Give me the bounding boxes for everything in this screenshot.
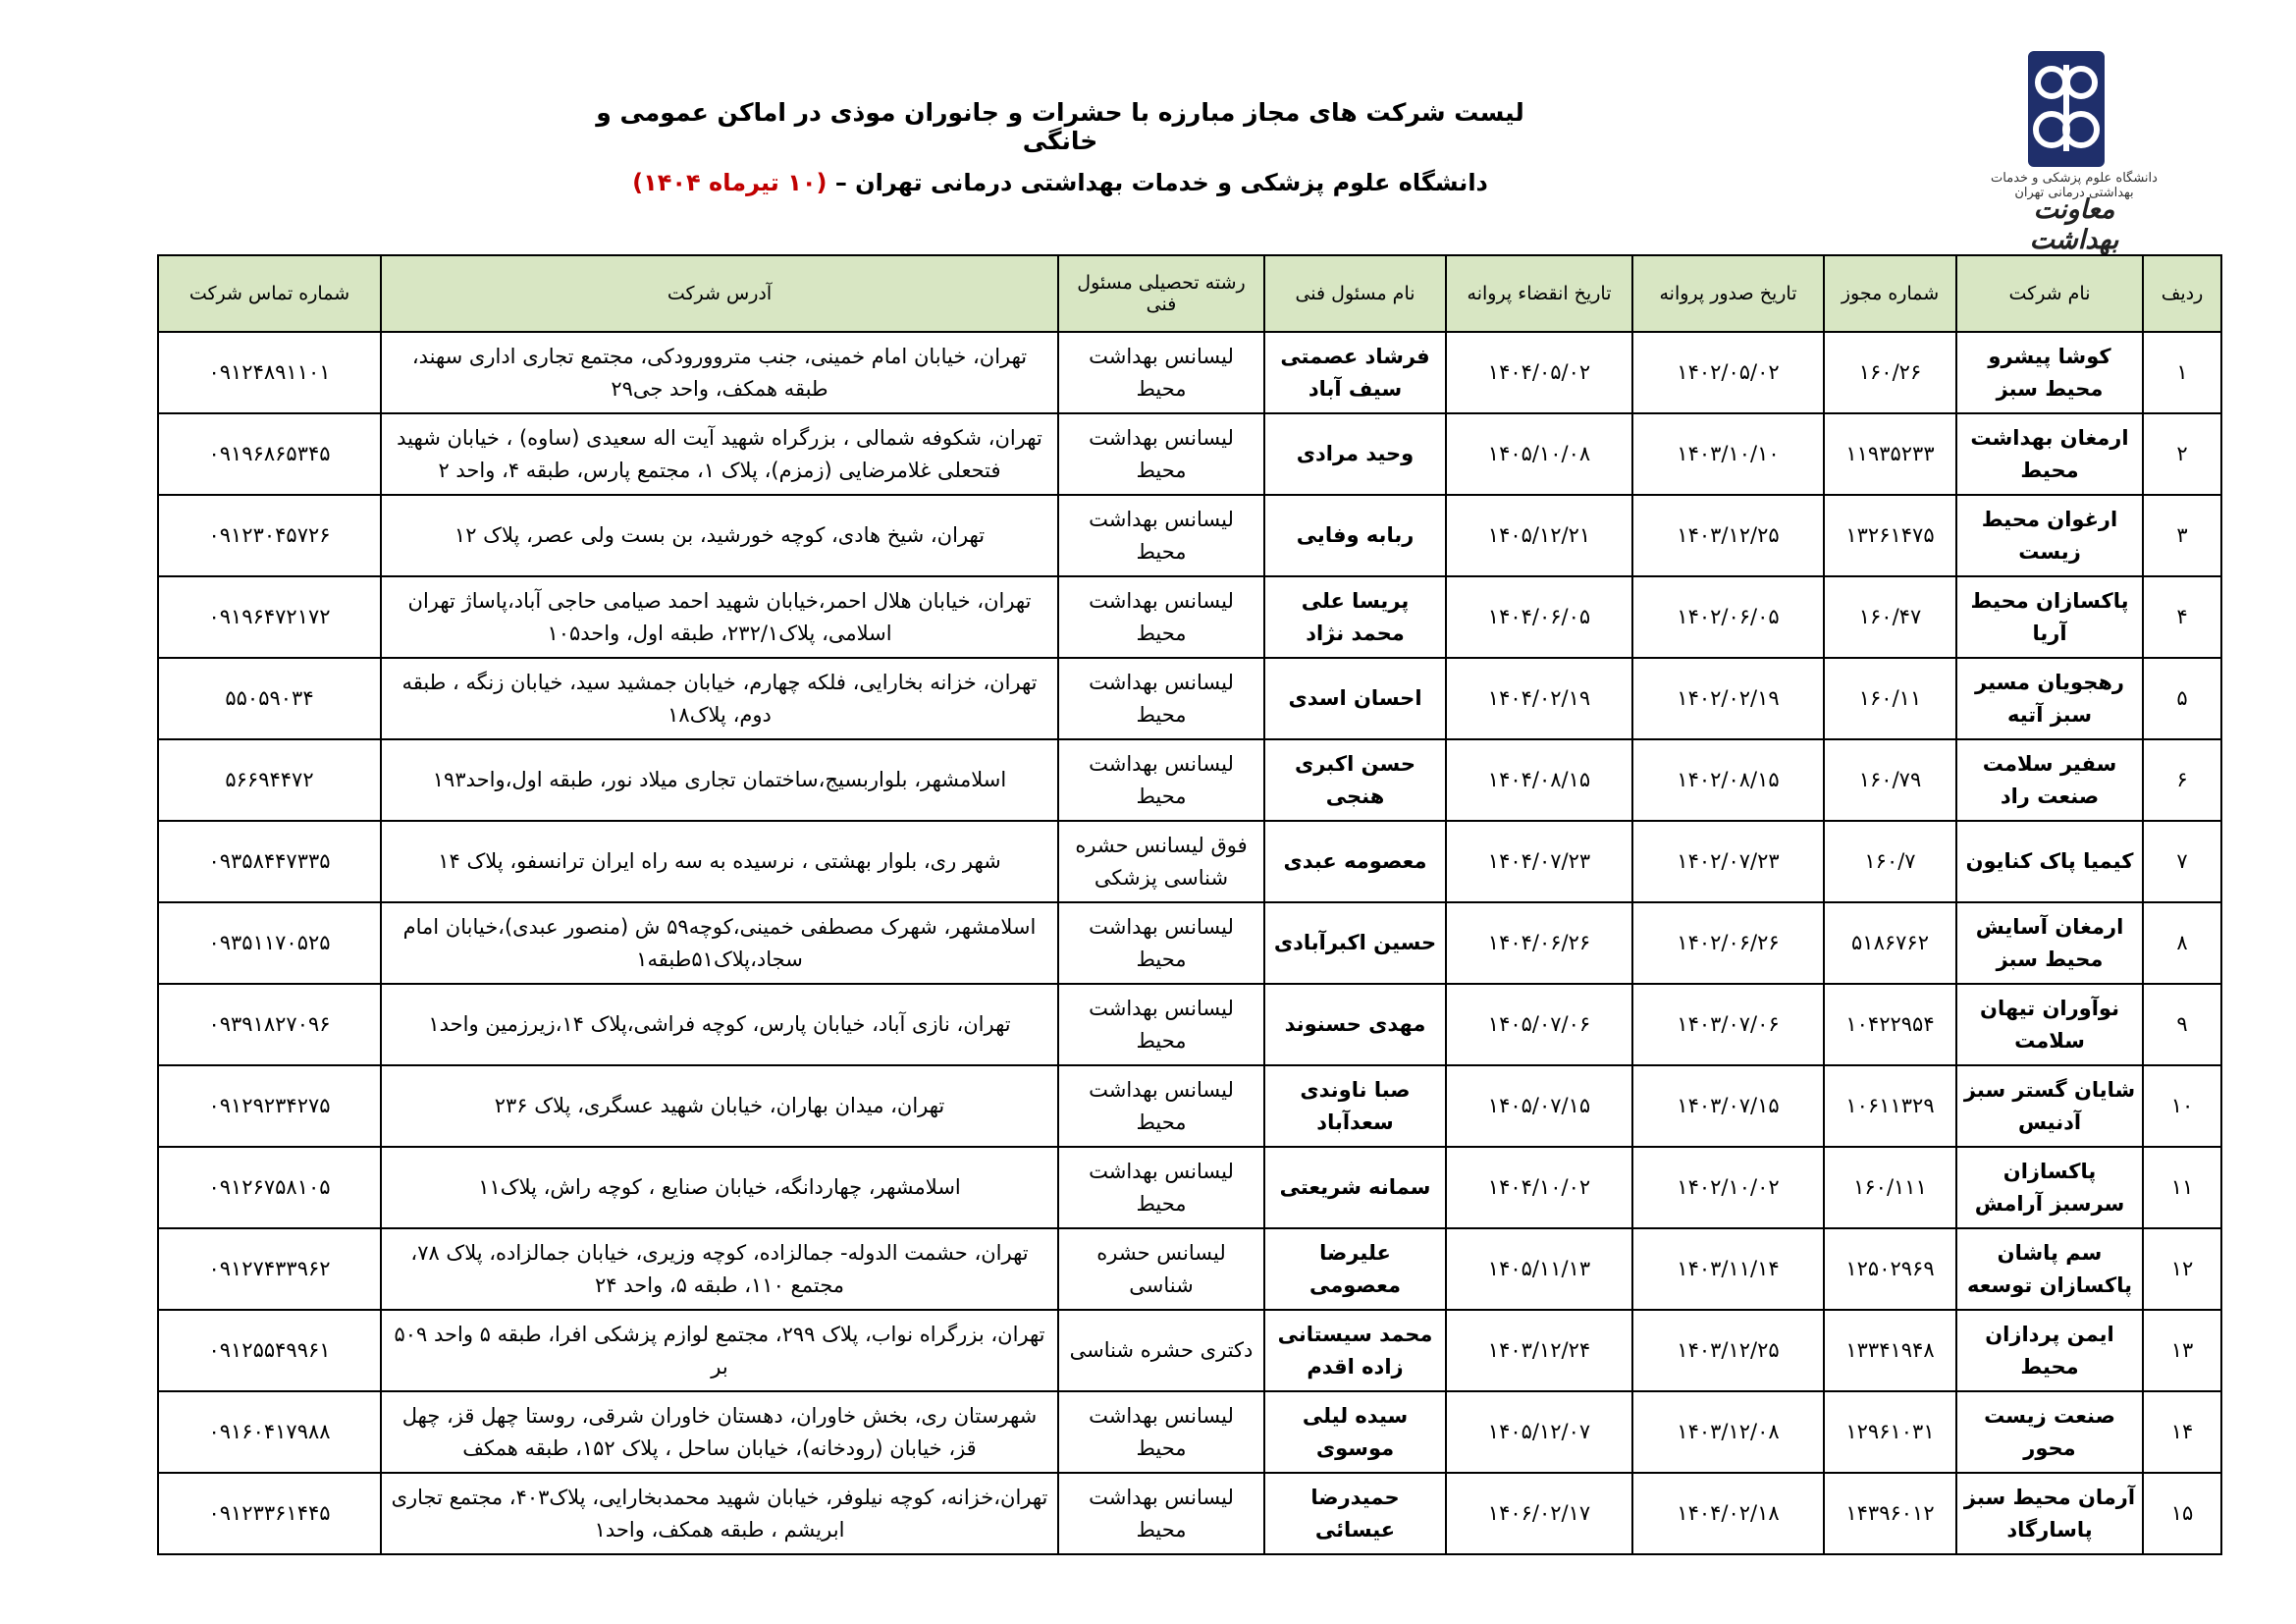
cell-address: تهران، میدان بهاران، خیابان شهید عسگری، پلاک ۲۳۶ [381, 1065, 1058, 1147]
cell-address: تهران، شیخ هادی، کوچه خورشید، بن بست ولی عصر، پلاک ۱۲ [381, 495, 1058, 576]
cell-license: ۱۶۰/۱۱۱ [1824, 1147, 1956, 1228]
cell-phone: ۰۹۱۶۰۴۱۷۹۸۸ [158, 1391, 381, 1473]
cell-technical-manager: صبا ناوندی سعدآباد [1264, 1065, 1446, 1147]
cell-issue-date: ۱۴۰۳/۱۲/۰۸ [1632, 1391, 1824, 1473]
cell-technical-manager: حمیدرضا عیسائی [1264, 1473, 1446, 1554]
cell-license: ۵۱۸۶۷۶۲ [1824, 902, 1956, 984]
cell-row-number: ۱۴ [2143, 1391, 2221, 1473]
cell-expiry-date: ۱۴۰۴/۰۶/۰۵ [1446, 576, 1632, 658]
cell-row-number: ۱۱ [2143, 1147, 2221, 1228]
cell-company: ارغوان محیط زیست [1956, 495, 2143, 576]
cell-technical-manager: پریسا علی محمد نژاد [1264, 576, 1446, 658]
cell-company: ایمن پردازان محیط [1956, 1310, 2143, 1391]
cell-phone: ۰۹۳۹۱۸۲۷۰۹۶ [158, 984, 381, 1065]
cell-row-number: ۳ [2143, 495, 2221, 576]
cell-phone: ۰۹۱۹۶۴۷۲۱۷۲ [158, 576, 381, 658]
cell-row-number: ۹ [2143, 984, 2221, 1065]
cell-education: لیسانس بهداشت محیط [1058, 658, 1264, 739]
cell-address: تهران، بزرگراه نواب، پلاک ۲۹۹، مجتمع لوازم پزشکی افرا، طبقه ۵ واحد ۵۰۹ بر [381, 1310, 1058, 1391]
col-header-expiry-date: تاریخ انقضاء پروانه [1446, 255, 1632, 332]
cell-row-number: ۱۳ [2143, 1310, 2221, 1391]
cell-technical-manager: معصومه عبدی [1264, 821, 1446, 902]
table-row [158, 821, 2221, 902]
cell-phone: ۰۹۱۲۵۵۴۹۹۶۱ [158, 1310, 381, 1391]
cell-row-number: ۴ [2143, 576, 2221, 658]
cell-education: لیسانس بهداشت محیط [1058, 1065, 1264, 1147]
cell-phone: ۰۹۱۲۷۴۳۳۹۶۲ [158, 1228, 381, 1310]
cell-address: اسلامشهر، شهرک مصطفی خمینی،کوچه۵۹ ش (منصور عبدی)،خیابان امام سجاد،پلاک۵۱طبقه۱ [381, 902, 1058, 984]
cell-expiry-date: ۱۴۰۶/۰۲/۱۷ [1446, 1473, 1632, 1554]
cell-license: ۱۶۰/۱۱ [1824, 658, 1956, 739]
logo-department-text: معاونت بهداشت [2029, 194, 2119, 255]
cell-row-number: ۱۵ [2143, 1473, 2221, 1554]
cell-expiry-date: ۱۴۰۵/۰۷/۰۶ [1446, 984, 1632, 1065]
col-header-education: رشته تحصیلی مسئول فنی [1058, 255, 1264, 332]
table-header-row [158, 255, 2221, 332]
cell-company: سم پاشان پاکسازان توسعه [1956, 1228, 2143, 1310]
cell-technical-manager: محمد سیستانی زاده اقدم [1264, 1310, 1446, 1391]
cell-row-number: ۷ [2143, 821, 2221, 902]
cell-license: ۱۰۴۲۲۹۵۴ [1824, 984, 1956, 1065]
document-subtitle [589, 169, 1531, 196]
companies-table [157, 254, 2222, 1555]
cell-expiry-date: ۱۴۰۵/۱۲/۲۱ [1446, 495, 1632, 576]
cell-address: تهران، خیابان هلال احمر،خیابان شهید احمد صیامی حاجی آباد،پاساژ تهران اسلامی، پلاک۲۳۲/۱، طبقه اول، واحد۱۰۵ [381, 576, 1058, 658]
cell-company: سفیر سلامت صنعت راد [1956, 739, 2143, 821]
cell-education: لیسانس بهداشت محیط [1058, 1147, 1264, 1228]
cell-license: ۱۶۰/۲۶ [1824, 332, 1956, 413]
cell-education: لیسانس بهداشت محیط [1058, 332, 1264, 413]
cell-expiry-date: ۱۴۰۴/۰۲/۱۹ [1446, 658, 1632, 739]
cell-company: پاکسازان سرسبز آرامش [1956, 1147, 2143, 1228]
cell-education: لیسانس حشره شناسی [1058, 1228, 1264, 1310]
cell-education: دکتری حشره شناسی [1058, 1310, 1264, 1391]
cell-expiry-date: ۱۴۰۵/۱۲/۰۷ [1446, 1391, 1632, 1473]
cell-education: لیسانس بهداشت محیط [1058, 576, 1264, 658]
cell-address: تهران،خزانه، کوچه نیلوفر، خیابان شهید محمدبخارایی، پلاک۴۰۳، مجتمع تجاری ابریشم ، طبقه همکف، واحد۱ [381, 1473, 1058, 1554]
cell-row-number: ۱ [2143, 332, 2221, 413]
cell-company: ارمغان آسایش محیط سبز [1956, 902, 2143, 984]
cell-technical-manager: ربابه وفایی [1264, 495, 1446, 576]
cell-address: شهرستان ری، بخش خاوران، دهستان خاوران شرقی، روستا چهل قز، چهل قز، خیابان (رودخانه)، خیابان ساحل ، پلاک ۱۵۲، طبقه همکف [381, 1391, 1058, 1473]
col-header-row-number: ردیف [2143, 255, 2221, 332]
cell-address: تهران، حشمت الدوله- جمالزاده، کوچه وزیری، خیابان جمالزاده، پلاک ۷۸، مجتمع ۱۱۰، طبقه ۵، واحد ۲۴ [381, 1228, 1058, 1310]
cell-education: لیسانس بهداشت محیط [1058, 495, 1264, 576]
cell-address: تهران، خزانه بخارایی، فلکه چهارم، خیابان جمشید سید، خیابان زنگه ، طبقه دوم، پلاک۱۸ [381, 658, 1058, 739]
cell-expiry-date: ۱۴۰۵/۱۰/۰۸ [1446, 413, 1632, 495]
cell-phone: ۰۹۱۲۹۲۳۴۲۷۵ [158, 1065, 381, 1147]
col-header-phone: شماره تماس شرکت [158, 255, 381, 332]
cell-address: شهر ری، بلوار بهشتی ، نرسیده به سه راه ایران ترانسفو، پلاک ۱۴ [381, 821, 1058, 902]
cell-phone: ۰۹۱۲۶۷۵۸۱۰۵ [158, 1147, 381, 1228]
cell-issue-date: ۱۴۰۲/۰۶/۰۵ [1632, 576, 1824, 658]
cell-row-number: ۶ [2143, 739, 2221, 821]
cell-issue-date: ۱۴۰۲/۰۶/۲۶ [1632, 902, 1824, 984]
cell-phone: ۰۹۱۲۳۳۶۱۴۴۵ [158, 1473, 381, 1554]
cell-education: لیسانس بهداشت محیط [1058, 1391, 1264, 1473]
cell-license: ۱۶۰/۷۹ [1824, 739, 1956, 821]
cell-issue-date: ۱۴۰۳/۱۱/۱۴ [1632, 1228, 1824, 1310]
table-row [158, 658, 2221, 739]
cell-address: اسلامشهر، چهاردانگه، خیابان صنایع ، کوچه راش، پلاک۱۱ [381, 1147, 1058, 1228]
table-row [158, 332, 2221, 413]
cell-phone: ۰۹۱۹۶۸۶۵۳۴۵ [158, 413, 381, 495]
cell-issue-date: ۱۴۰۳/۱۲/۲۵ [1632, 495, 1824, 576]
col-header-license: شماره مجوز [1824, 255, 1956, 332]
cell-technical-manager: وحید مرادی [1264, 413, 1446, 495]
subtitle-text: دانشگاه علوم پزشکی و خدمات بهداشتی درمانی تهران – [834, 169, 1488, 196]
cell-issue-date: ۱۴۰۲/۰۲/۱۹ [1632, 658, 1824, 739]
cell-technical-manager: فرشاد عصمتی سیف آباد [1264, 332, 1446, 413]
cell-company: کوشا پیشرو محیط سبز [1956, 332, 2143, 413]
table-row [158, 1310, 2221, 1391]
table-row [158, 413, 2221, 495]
cell-company: ارمغان بهداشت محیط [1956, 413, 2143, 495]
cell-address: تهران، خیابان امام خمینی، جنب متروورودکی، مجتمع تجاری اداری سهند، طبقه همکف، واحد جی۲۹ [381, 332, 1058, 413]
cell-phone: ۰۹۱۲۴۸۹۱۱۰۱ [158, 332, 381, 413]
logo-university-text: دانشگاه علوم پزشکی و خدمات بهداشتی درمانی تهران [1991, 171, 2158, 200]
cell-issue-date: ۱۴۰۳/۰۷/۰۶ [1632, 984, 1824, 1065]
cell-company: شایان گستر سبز آدنیس [1956, 1065, 2143, 1147]
cell-technical-manager: سیده لیلی موسوی [1264, 1391, 1446, 1473]
cell-expiry-date: ۱۴۰۳/۱۲/۲۴ [1446, 1310, 1632, 1391]
cell-technical-manager: حسن اکبری هنجی [1264, 739, 1446, 821]
cell-license: ۱۶۰/۷ [1824, 821, 1956, 902]
table-row [158, 576, 2221, 658]
cell-license: ۱۱۹۳۵۲۳۳ [1824, 413, 1956, 495]
table-row [158, 1473, 2221, 1554]
table-row [158, 495, 2221, 576]
cell-row-number: ۸ [2143, 902, 2221, 984]
university-emblem-icon [2028, 51, 2105, 167]
cell-phone: ۰۹۳۵۸۴۴۷۳۳۵ [158, 821, 381, 902]
cell-address: تهران، شکوفه شمالی ، بزرگراه شهید آیت اله سعیدی (ساوه) ، خیابان شهید فتحعلی غلامرضایی (زمزم)، پلاک ۱، مجتمع پارس، طبقه ۴، واحد ۲ [381, 413, 1058, 495]
cell-expiry-date: ۱۴۰۴/۰۷/۲۳ [1446, 821, 1632, 902]
cell-address: اسلامشهر، بلواربسیج،ساختمان تجاری میلاد نور، طبقه اول،واحد۱۹۳ [381, 739, 1058, 821]
cell-license: ۱۰۶۱۱۳۲۹ [1824, 1065, 1956, 1147]
cell-license: ۱۴۳۹۶۰۱۲ [1824, 1473, 1956, 1554]
cell-expiry-date: ۱۴۰۵/۰۷/۱۵ [1446, 1065, 1632, 1147]
table-row [158, 1065, 2221, 1147]
table-row [158, 739, 2221, 821]
col-header-issue-date: تاریخ صدور پروانه [1632, 255, 1824, 332]
cell-expiry-date: ۱۴۰۴/۰۵/۰۲ [1446, 332, 1632, 413]
cell-phone: ۰۹۱۲۳۰۴۵۷۲۶ [158, 495, 381, 576]
col-header-company: نام شرکت [1956, 255, 2143, 332]
cell-issue-date: ۱۴۰۲/۰۸/۱۵ [1632, 739, 1824, 821]
cell-issue-date: ۱۴۰۳/۱۲/۲۵ [1632, 1310, 1824, 1391]
cell-expiry-date: ۱۴۰۴/۰۶/۲۶ [1446, 902, 1632, 984]
table-row [158, 1228, 2221, 1310]
cell-license: ۱۳۳۴۱۹۴۸ [1824, 1310, 1956, 1391]
cell-company: رهجویان مسیر سبز آتیه [1956, 658, 2143, 739]
cell-education: لیسانس بهداشت محیط [1058, 984, 1264, 1065]
cell-technical-manager: مهدی حسنوند [1264, 984, 1446, 1065]
document-title: لیست شرکت های مجاز مبارزه با حشرات و جانوران موذی در اماکن عمومی و خانگی [596, 98, 1524, 155]
cell-license: ۱۲۵۰۲۹۶۹ [1824, 1228, 1956, 1310]
cell-address: تهران، نازی آباد، خیابان پارس، کوچه فراشی،پلاک ۱۴،زیرزمین واحد۱ [381, 984, 1058, 1065]
cell-expiry-date: ۱۴۰۵/۱۱/۱۳ [1446, 1228, 1632, 1310]
cell-license: ۱۲۹۶۱۰۳۱ [1824, 1391, 1956, 1473]
cell-issue-date: ۱۴۰۴/۰۲/۱۸ [1632, 1473, 1824, 1554]
cell-expiry-date: ۱۴۰۴/۰۸/۱۵ [1446, 739, 1632, 821]
university-logo [1991, 47, 2158, 255]
cell-row-number: ۱۰ [2143, 1065, 2221, 1147]
cell-education: لیسانس بهداشت محیط [1058, 902, 1264, 984]
cell-row-number: ۵ [2143, 658, 2221, 739]
cell-company: صنعت زیست محور [1956, 1391, 2143, 1473]
cell-education: فوق لیسانس حشره شناسی پزشکی [1058, 821, 1264, 902]
cell-license: ۱۶۰/۴۷ [1824, 576, 1956, 658]
cell-company: نوآوران تیهان سلامت [1956, 984, 2143, 1065]
table-row [158, 902, 2221, 984]
col-header-technical-manager: نام مسئول فنی [1264, 255, 1446, 332]
cell-row-number: ۲ [2143, 413, 2221, 495]
cell-issue-date: ۱۴۰۲/۱۰/۰۲ [1632, 1147, 1824, 1228]
table-row [158, 1147, 2221, 1228]
cell-phone: ۵۵۰۵۹۰۳۴ [158, 658, 381, 739]
cell-education: لیسانس بهداشت محیط [1058, 413, 1264, 495]
col-header-address: آدرس شرکت [381, 255, 1058, 332]
cell-issue-date: ۱۴۰۲/۰۵/۰۲ [1632, 332, 1824, 413]
cell-issue-date: ۱۴۰۳/۰۷/۱۵ [1632, 1065, 1824, 1147]
cell-company: آرمان محیط سبز پاسارگاد [1956, 1473, 2143, 1554]
cell-technical-manager: سمانه شریعتی [1264, 1147, 1446, 1228]
cell-expiry-date: ۱۴۰۴/۱۰/۰۲ [1446, 1147, 1632, 1228]
cell-license: ۱۳۲۶۱۴۷۵ [1824, 495, 1956, 576]
table-row [158, 984, 2221, 1065]
cell-technical-manager: احسان اسدی [1264, 658, 1446, 739]
cell-phone: ۵۶۶۹۴۴۷۲ [158, 739, 381, 821]
cell-issue-date: ۱۴۰۳/۱۰/۱۰ [1632, 413, 1824, 495]
cell-phone: ۰۹۳۵۱۱۷۰۵۲۵ [158, 902, 381, 984]
table-row [158, 1391, 2221, 1473]
cell-technical-manager: علیرضا معصومی [1264, 1228, 1446, 1310]
document-date: (۱۰ تیرماه ۱۴۰۴) [632, 169, 828, 196]
cell-technical-manager: حسین اکبرآبادی [1264, 902, 1446, 984]
cell-education: لیسانس بهداشت محیط [1058, 739, 1264, 821]
cell-education: لیسانس بهداشت محیط [1058, 1473, 1264, 1554]
cell-issue-date: ۱۴۰۲/۰۷/۲۳ [1632, 821, 1824, 902]
cell-row-number: ۱۲ [2143, 1228, 2221, 1310]
cell-company: پاکسازان محیط آریا [1956, 576, 2143, 658]
cell-company: کیمیا پاک کنایون [1956, 821, 2143, 902]
